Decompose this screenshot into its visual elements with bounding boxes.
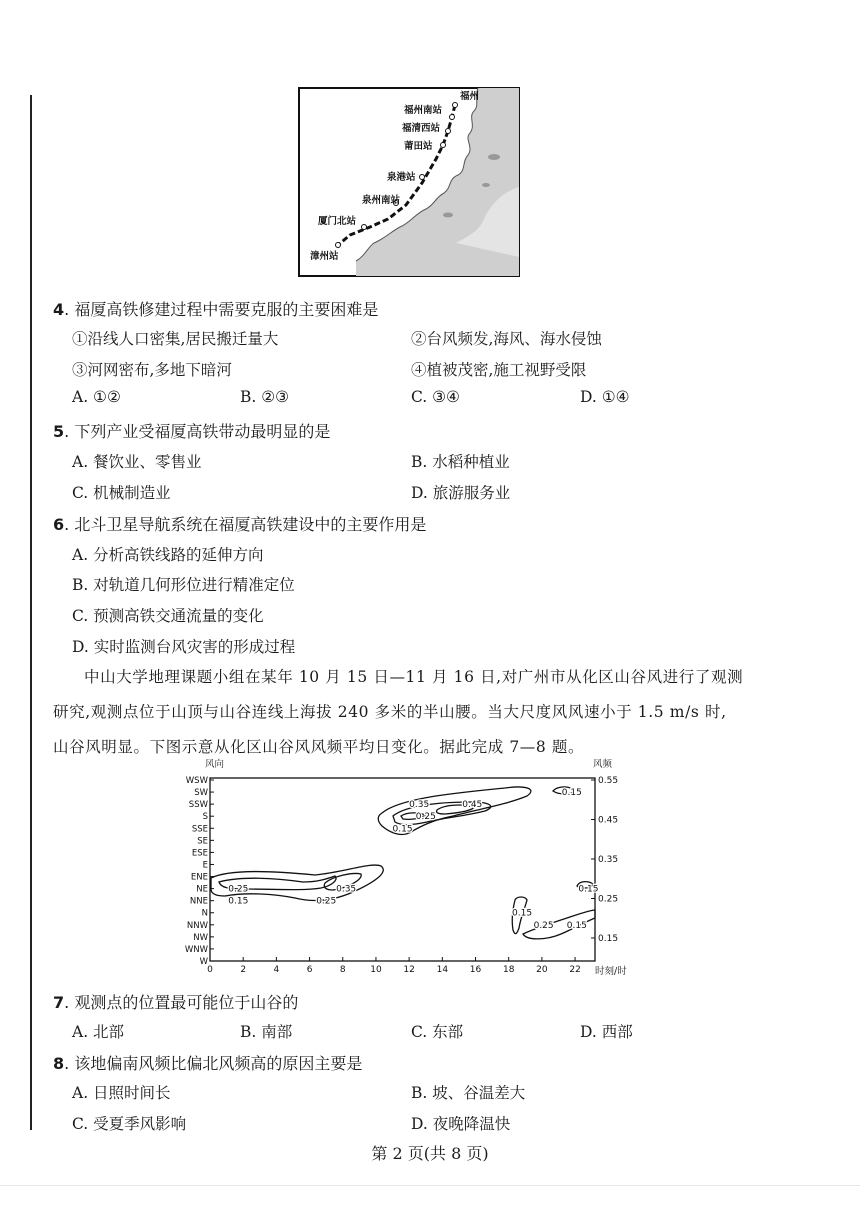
y-tick-label: S — [202, 812, 208, 823]
x-tick-label: 16 — [469, 965, 482, 975]
contour-label: 0.15 — [561, 788, 582, 799]
q6-option-a[interactable]: A. 分析高铁线路的延伸方向 — [72, 546, 264, 564]
contour-label: 0.25 — [316, 896, 337, 907]
station-fuqing-west: 福清西站 — [402, 123, 441, 134]
q7-option-b[interactable]: B. 南部 — [240, 1023, 293, 1041]
y-tick-label: W — [199, 957, 208, 967]
station-zhangzhou: 漳州站 — [310, 251, 339, 262]
passage-line-2: 研究,观测点位于山顶与山谷连线上海拔 240 多米的半山腰。当大尺度风风速小于 1.5 m/s 时, — [53, 703, 727, 721]
contour-lines — [211, 787, 595, 939]
q4-item-2: ②台风频发,海风、海水侵蚀 — [411, 330, 602, 348]
question-stem: . 该地偏南风频比偏北风频高的原因主要是 — [64, 1054, 363, 1073]
y-tick-label: SE — [197, 836, 208, 847]
contour-label: 0.25 — [533, 920, 554, 931]
contour-label: 0.35 — [409, 800, 430, 811]
q4-option-c[interactable]: C. ③④ — [411, 388, 460, 406]
y-tick-label: NNW — [186, 920, 208, 931]
x-tick-label: 8 — [339, 965, 346, 975]
y-tick-label: ESE — [191, 848, 208, 859]
bottom-rule — [0, 1185, 860, 1186]
y-tick-label: NW — [193, 932, 208, 943]
question-5 — [53, 419, 330, 442]
q8-option-b[interactable]: B. 坡、谷温差大 — [411, 1084, 526, 1102]
y-tick-label: WSW — [185, 776, 208, 786]
question-6 — [53, 512, 426, 535]
q6-option-b[interactable]: B. 对轨道几何形位进行精准定位 — [72, 576, 295, 594]
y-tick-label: SSW — [188, 800, 208, 811]
contour-label: 0.15 — [578, 884, 599, 895]
plot-frame — [210, 778, 595, 961]
question-number: 4 — [53, 300, 65, 319]
q7-option-c[interactable]: C. 东部 — [411, 1023, 464, 1041]
page-footer: 第 2 页(共 8 页) — [371, 1144, 489, 1163]
contour-label: 0.25 — [415, 812, 436, 823]
question-8 — [53, 1051, 362, 1074]
y-tick-label: N — [201, 908, 208, 919]
x-tick-label: 4 — [273, 965, 280, 975]
contour-label: 0.35 — [336, 884, 357, 895]
question-number: 7 — [53, 993, 65, 1012]
contour-label: 0.15 — [228, 896, 249, 907]
right-tick-label: 0.15 — [598, 934, 619, 944]
y-tick-label: E — [202, 860, 208, 871]
right-axis-title: 风频 — [593, 759, 613, 770]
q5-option-d[interactable]: D. 旅游服务业 — [411, 484, 511, 502]
x-tick-label: 12 — [403, 965, 415, 975]
q7-option-a[interactable]: A. 北部 — [72, 1023, 125, 1041]
q4-option-d[interactable]: D. ①④ — [580, 388, 630, 406]
x-tick-label: 22 — [569, 965, 581, 975]
q4-item-3: ③河网密布,多地下暗河 — [72, 361, 232, 379]
station-xiamen-north: 厦门北站 — [318, 216, 357, 227]
contour-label: 0.25 — [228, 884, 249, 895]
question-number: 5 — [53, 422, 65, 441]
q4-option-b[interactable]: B. ②③ — [240, 388, 290, 406]
q4-option-a[interactable]: A. ①② — [72, 388, 121, 406]
q5-option-a[interactable]: A. 餐饮业、零售业 — [72, 453, 202, 471]
question-stem: . 下列产业受福厦高铁带动最明显的是 — [64, 422, 331, 441]
q5-option-b[interactable]: B. 水稻种植业 — [411, 453, 510, 471]
y-tick-label: SW — [194, 788, 208, 799]
right-tick-label: 0.55 — [598, 776, 619, 786]
question-number: 6 — [53, 515, 65, 534]
x-tick-label: 6 — [306, 965, 313, 975]
passage-line-3: 山谷风明显。下图示意从化区山谷风风频平均日变化。据此完成 7—8 题。 — [53, 738, 585, 756]
station-quanzhou-south: 泉州南站 — [362, 195, 401, 206]
y-tick-label: WNW — [184, 944, 208, 955]
q8-option-d[interactable]: D. 夜晚降温快 — [411, 1115, 511, 1133]
right-tick-label: 0.45 — [598, 815, 619, 826]
left-axis-title: 风向 — [205, 759, 225, 770]
y-tick-label: NNE — [189, 896, 208, 907]
x-tick-label: 14 — [436, 965, 449, 975]
x-tick-label: 18 — [502, 965, 515, 975]
station-fuzhou-south: 福州南站 — [404, 105, 443, 116]
x-tick-label: 2 — [240, 965, 247, 975]
x-tick-label: 10 — [370, 965, 382, 975]
q8-option-a[interactable]: A. 日照时间长 — [72, 1084, 171, 1102]
wind-frequency-chart — [175, 758, 645, 980]
contour-label: 0.15 — [566, 920, 587, 931]
question-7 — [53, 990, 298, 1013]
q4-item-4: ④植被茂密,施工视野受限 — [411, 361, 587, 379]
q6-option-c[interactable]: C. 预测高铁交通流量的变化 — [72, 607, 264, 625]
railway-map — [298, 87, 520, 277]
y-tick-label: ENE — [190, 872, 208, 883]
right-tick-label: 0.25 — [598, 894, 619, 905]
y-tick-label: NE — [196, 884, 208, 895]
x-tick-label: 20 — [536, 965, 548, 975]
question-stem: . 观测点的位置最可能位于山谷的 — [64, 993, 299, 1012]
question-4 — [53, 297, 378, 320]
station-quangang: 泉港站 — [387, 172, 416, 183]
q8-option-c[interactable]: C. 受夏季风影响 — [72, 1115, 187, 1133]
y-tick-label: SSE — [191, 824, 208, 835]
question-stem: . 福厦高铁修建过程中需要克服的主要困难是 — [64, 300, 379, 319]
question-stem: . 北斗卫星导航系统在福厦高铁建设中的主要作用是 — [64, 515, 427, 534]
station-putian: 莆田站 — [404, 141, 433, 152]
contour-label: 0.45 — [462, 800, 483, 811]
contour-label: 0.15 — [392, 824, 413, 835]
question-number: 8 — [53, 1054, 65, 1073]
q7-option-d[interactable]: D. 西部 — [580, 1023, 633, 1041]
q4-item-1: ①沿线人口密集,居民搬迁量大 — [72, 330, 279, 348]
passage — [53, 660, 793, 765]
station-fuzhou: 福州 — [460, 91, 480, 102]
margin-rule — [30, 95, 32, 1130]
x-tick-label: 0 — [207, 965, 213, 975]
contour-label: 0.15 — [512, 908, 533, 919]
right-tick-label: 0.35 — [598, 855, 619, 865]
passage-line-1: 中山大学地理课题小组在某年 10 月 15 日—11 月 16 日,对广州市从化区山谷风进行了观测 — [84, 668, 744, 686]
q6-option-d[interactable]: D. 实时监测台风灾害的形成过程 — [72, 638, 296, 656]
q5-option-c[interactable]: C. 机械制造业 — [72, 484, 171, 502]
x-axis-title: 时刻/时 — [595, 966, 627, 977]
